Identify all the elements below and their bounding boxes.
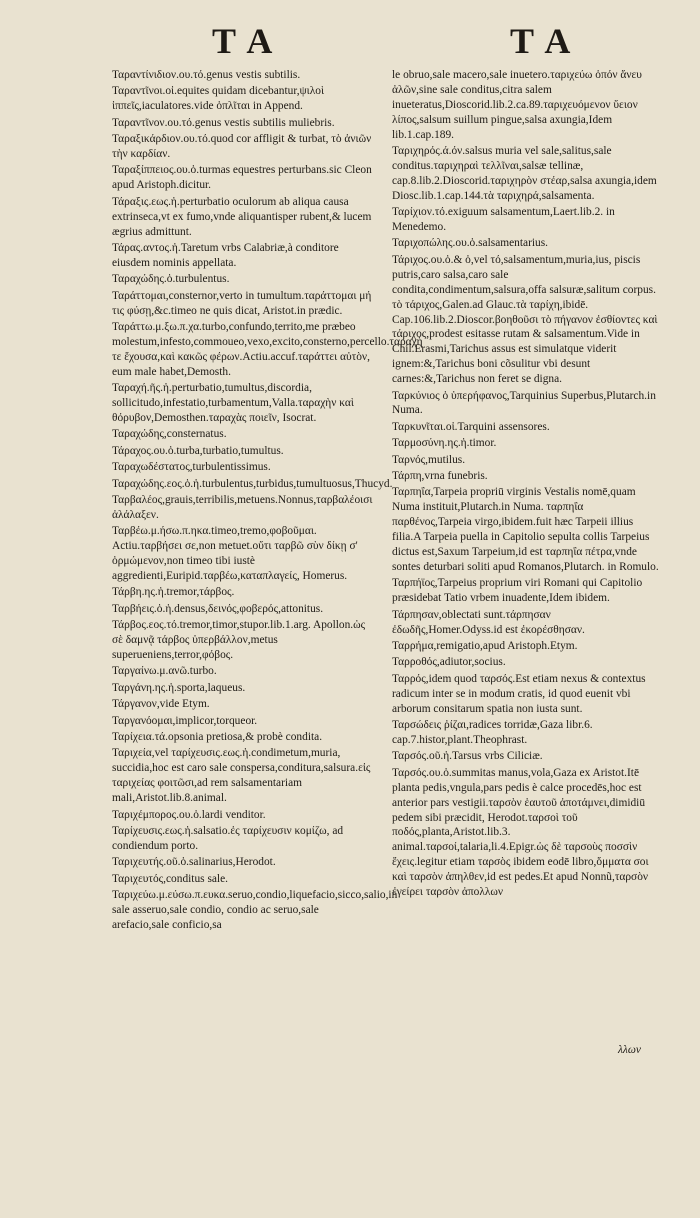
dictionary-entry: Ταριχευτός,conditus sale. — [112, 872, 229, 885]
dictionary-entry: Ταρπήϊος,Tarpeius proprium viri Romani qui Capitolio præsidebat Tatio vrbem inuadente,Idem ibidem. — [392, 577, 643, 605]
dictionary-entry: Ταργαίνω.μ.ανῶ.turbo. — [112, 665, 217, 678]
dictionary-entry: Ταριχευτής.οῦ.ὁ.salinarius,Herodot. — [112, 856, 276, 869]
left-column — [112, 68, 423, 934]
dictionary-entry: Ταριχέμπορος.ου.ὁ.lardi venditor. — [112, 808, 266, 821]
dictionary-entry: Ταργάνη.ης.ἡ.sporta,laqueus. — [112, 681, 246, 694]
dictionary-entry: Ταρσός.ου.ὁ.summitas manus,vola,Gaza ex Aristot.Itē planta pedis,vngula,pars pedis è calce procedēs,hoc est anterior pars vestigii.ταρσὸν ἑαυτοῦ ἀποτάμνει,dimidiū pedem sibi præcidit, Herodot.ταρσοὶ τοῦ ποδός,planta,Aristot.lib.3. animal.ταρσοί,talaria,li.4.Epigr.ὡς δὲ ταρσοὺς ποσσὶν ἔχεις.legitur etiam ταρσὸς ibidem eodē libro,ὄμματα σοι καὶ ταρσὸν ἀπηλθεν,id est pedes.Et apud Nonnũ,ταρσὸν ἐγείρει ταρσὸν ἀπολλων — [392, 766, 649, 899]
dictionary-entry: Ταρβαλέος,grauis,terribilis,metuens.Nonnus,ταρβαλέοισι ἀλάλαξεν. — [112, 493, 373, 521]
running-head-left: T A — [212, 21, 275, 61]
dictionary-entry: Ταρπηΐα,Tarpeia propriū virginis Vestalis nomē,quam Numa instituit,Plutarch.in Numa. ταρπηΐα παρθένος,Tarpeia virgo,ibidem.fuit hæc Tarpeii illius filia.A Tarpeia puella in Capitolio sepulta collis Tarpeius dictus est,Saxum Tarpeium,id est ταρπηΐα πέτρα,vnde sontes deturbari soliti apud Romanos,Plutarch. in Romulo. — [392, 486, 659, 573]
dictionary-entry: Ταραξικάρδιον.ου.τό.quod cor affligit & turbat, τὸ ἀνιῶν τὴν καρδίαν. — [112, 133, 372, 161]
dictionary-entry: Ταργανόομαι,implicor,torqueor. — [112, 714, 258, 727]
dictionary-entry: Ταρροθός,adiutor,socius. — [392, 656, 506, 669]
dictionary-entry: Ταραχώδης.εος.ὁ.ἡ.turbulentus,turbidus,tumultuosus,Thucyd. — [112, 477, 393, 490]
dictionary-entry: Ταράττομαι,consternor,verto in tumultum.ταράττομαι μή τις φύσῃ,&c.timeo ne quis dicat, Aristot.in prædic. — [112, 289, 372, 317]
dictionary-entry: Τάρας.αντος.ἡ.Taretum vrbs Calabriæ,à conditore eiusdem nominis appellata. — [112, 241, 339, 269]
dictionary-entry: Ταριχηρός.ά.όν.salsus muria vel sale,salitus,sale conditus.ταριχηραὶ τελλῖναι,salsæ tellinæ, cap.8.lib.2.Dioscorid.ταριχηρὸν στέαρ,salsa axungia,idem Diosc.lib.1.cap.144.τὰ ταριχηρά,salsamenta. — [392, 145, 657, 202]
dictionary-entry: Ταρίχιον.τό.exiguum salsamentum,Laert.lib.2. in Menedemo. — [392, 206, 615, 234]
right-column — [392, 68, 660, 901]
dictionary-entry: Ταρβέω.μ.ήσω.π.ηκα.timeo,tremo,φοβοῦμαι. Actiu.ταρβήσει σε,non metuet.οὔτι ταρβῶ σὺν δίκῃ σ' ὁρμώμενον,non timeo tibi iustè aggredienti,Euripid.ταρβέω,καταπλαγείς, Homerus. — [112, 525, 358, 582]
dictionary-entry: Ταρνός,mutilus. — [392, 453, 466, 466]
dictionary-entry: Ταράττω.μ.ξω.π.χα.turbo,confundo,territo,me præbeo molestum,infesto,commoueo,vexo,excito,consterno,percello.ταραχὴ τε ἔχουσα,καὶ κακῶς φέρων.Actiu.accuf.ταράττει αὐτὸν, eum male habet,Demosth. — [112, 321, 423, 378]
dictionary-entry: Ταρσώδεις ῥίζαι,radices torridæ,Gaza libr.6. cap.7.histor,plant.Theophrast. — [392, 719, 593, 746]
dictionary-entry: Ταραχώδης,consternatus. — [112, 428, 227, 441]
dictionary-entry: Τάραξις.εως.ἡ.perturbatio oculorum ab aliqua causa extrinseca,vt ex fumo,vnde aliquantisper rubent,& lucem ægrius admittunt. — [112, 195, 372, 238]
dictionary-entry: Ταραχωδέστατος,turbulentissimus. — [112, 461, 271, 474]
dictionary-entry: Ταραντίνιδιον.ου.τό.genus vestis subtilis. — [112, 69, 301, 81]
running-head-right: T A — [510, 21, 573, 61]
dictionary-entry: Ταριχεία,vel ταρίχευσις.εως.ἡ.condimetum,muria, succidia,hoc est caro sale conspersa,conditura,salsura.εἰς ταριχείας φοιτῶσι,ad rem salsamentariam mali,Aristot.lib.8.animal. — [112, 747, 371, 805]
dictionary-entry: Ταρμοσύνη.ης.ἡ.timor. — [392, 437, 497, 450]
dictionary-entry: Ταραντῖνοι.οἱ.equites quidam dicebantur,ψιλοὶ ἱππεῖς,iaculatores.vide ὁπλῖται in Append. — [112, 85, 325, 113]
dictionary-entry: Ταραχή.ῆς.ἡ.perturbatio,tumultus,discordia, sollicitudo,infestatio,turbamentum,Valla.ταραχὴν καὶ θόρυβον,Demosthen.ταραχὰς ποιεῖν, Isocrat. — [112, 382, 354, 424]
dictionary-entry: Ταρκύνιος ὁ ὑπερήφανος,Tarquinius Superbus,Plutarch.in Numa. — [392, 389, 656, 417]
dictionary-entry: Ταραχώδης.ὁ.turbulentus. — [112, 273, 230, 286]
dictionary-entry: Τάρπη,vrna funebris. — [392, 470, 488, 483]
dictionary-entry: Ταρρός,idem quod ταρσός.Est etiam nexus & contextus radicum inter se in modum cratis, id quod euenit vbi arborum consitarum spatia non iusta sunt. — [392, 672, 646, 715]
dictionary-entry: Ταρκυνῖται.οἱ.Tarquini assensores. — [392, 420, 550, 433]
dictionary-entry: Τάρβος.εος.τό.tremor,timor,stupor.lib.1.arg. Apollon.ὡς σὲ δαμνᾷ τάρβος ὑπερβάλλον,metus superueniens,terror,φόβος. — [112, 619, 366, 662]
dictionary-entry: Τάραχος.ου.ὁ.turba,turbatio,tumultus. — [112, 444, 284, 457]
dictionary-entry: Ταρβήεις.ὁ.ἡ.densus,δεινός,φοβερός,attonitus. — [112, 602, 324, 615]
dictionary-entry: Τάρπησαν,oblectati sunt.τάρπησαν ἐδωδῆς,Homer.Odyss.id est ἐκορέσθησαν. — [392, 608, 585, 636]
dictionary-entry: Ταραντῖνον.ου.τό.genus vestis subtilis muliebris. — [112, 116, 335, 129]
dictionary-entry: Ταριχοπώλης.ου.ὁ.salsamentarius. — [392, 237, 549, 250]
dictionary-entry: Ταρίχεια.τά.opsonia pretiosa,& probè condita. — [112, 731, 323, 744]
dictionary-entry: le obruo,sale macero,sale inuetero.ταριχεύω ὀπόν ἄνευ ἁλῶν,sine sale conditus,citra salem inueteratus,Dioscorid.lib.2.ca.89.ταριχευόμενον ὕειον λίπος,salsum suillum pingue,salsa axungia,Idem lib.1.cap.189. — [392, 69, 642, 141]
dictionary-entry: Ταραξίππειος.ου.ὁ.turmas equestres perturbans.sic Cleon apud Aristoph.dicitur. — [112, 164, 372, 192]
dictionary-entry: Τάρβη.ης.ἡ.tremor,τάρβος. — [112, 586, 235, 599]
dictionary-entry: Ταρρήμα,remigatio,apud Aristoph.Etym. — [392, 640, 578, 653]
catchword: λλων — [618, 1044, 641, 1056]
dictionary-entry: Τάριχος.ου.ὁ.& ὁ,vel τό,salsamentum,muria,ius, piscis putris,caro salsa,caro sale condita,condimentum,salsura,offa salsuræ,salitum corpus. τὸ τάριχος,Galen.ad Glauc.τὰ ταρίχη,ibidē. Cap.106.lib.2.Dioscor.βοηθοῦσι τὸ πήγανον ἐσθίοντες καὶ τάριχος,prodest esitasse rutam & salsamentum.Vide in Chil.Erasmi,Tarichus assus est simulatque viderit ignem:&,Tarichus boni cõsulitur vbi desunt carnes:&,Tarichus non feret se digna. — [392, 253, 658, 386]
dictionary-entry: Τάργανον,vide Etym. — [112, 698, 210, 711]
dictionary-entry: Ταριχεύω.μ.εύσω.π.ευκα.seruo,condio,liquefacio,sicco,salio,in sale asseruo,sale condio, condio ac seruo,sale arefacio,sale conficio,sa — [112, 889, 398, 931]
dictionary-entry: Ταρσός.οῦ.ἡ.Tarsus vrbs Ciliciæ. — [392, 750, 543, 763]
dictionary-entry: Ταρίχευσις.εως.ἡ.salsatio.ἐς ταρίχευσιν κομίζω, ad condiendum porto. — [112, 825, 344, 852]
